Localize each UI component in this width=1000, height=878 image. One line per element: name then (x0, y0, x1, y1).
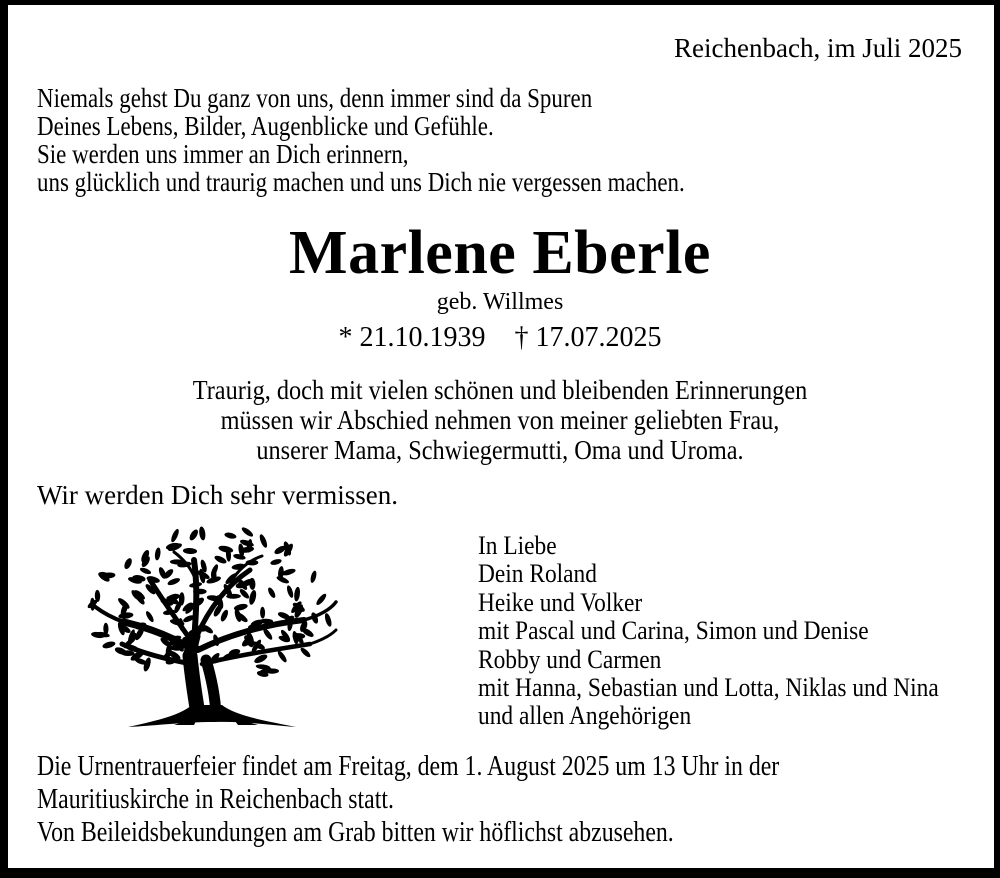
funeral-details (37, 750, 779, 849)
mourner-line: Heike und Volker (478, 587, 643, 617)
deceased-name: Marlene Eberle (289, 219, 711, 287)
memorial-poem (37, 84, 685, 196)
details-line: Mauritiuskirche in Reichenbach statt. (37, 784, 394, 815)
poem-line: uns glücklich und traurig machen und uns Dich nie vergessen machen. (37, 167, 685, 197)
mourner-line: mit Hanna, Sebastian und Lotta, Niklas und Nina (478, 673, 939, 703)
memorial-tree-icon (82, 518, 344, 735)
birth-date: * 21.10.1939 (338, 322, 486, 353)
dateline: Reichenbach, im Juli 2025 (674, 33, 962, 63)
poem-line: Niemals gehst Du ganz von uns, denn immer sind da Spuren (37, 83, 593, 113)
poem-line: Deines Lebens, Bilder, Augenblicke und Gefühle. (37, 111, 494, 141)
details-line: Von Beileidsbekundungen am Grab bitten wir höflichst abzusehen. (37, 817, 674, 848)
death-date: † 17.07.2025 (514, 322, 662, 353)
intro-line: unserer Mama, Schwiegermutti, Oma und Uroma. (256, 435, 744, 465)
intro-line: Traurig, doch mit vielen schönen und bleibenden Erinnerungen (192, 375, 808, 405)
life-dates (0, 322, 1000, 353)
mourners-list (478, 532, 939, 731)
details-line: Die Urnentrauerfeier findet am Freitag, dem 1. August 2025 um 13 Uhr in der (37, 751, 780, 782)
mourner-line: Robby und Carmen (478, 644, 662, 674)
farewell-line: Wir werden Dich sehr vermissen. (37, 480, 399, 510)
obituary-intro (50, 375, 950, 465)
maiden-name: geb. Willmes (436, 289, 564, 315)
intro-line: müssen wir Abschied nehmen von meiner geliebten Frau, (220, 405, 780, 435)
mourner-line: Dein Roland (478, 559, 597, 589)
tree-leaves (86, 526, 332, 678)
poem-line: Sie werden uns immer an Dich erinnern, (37, 139, 409, 169)
mourner-line: und allen Angehörigen (478, 701, 692, 731)
mourner-line: In Liebe (478, 531, 557, 560)
mourner-line: mit Pascal und Carina, Simon und Denise (478, 616, 869, 646)
